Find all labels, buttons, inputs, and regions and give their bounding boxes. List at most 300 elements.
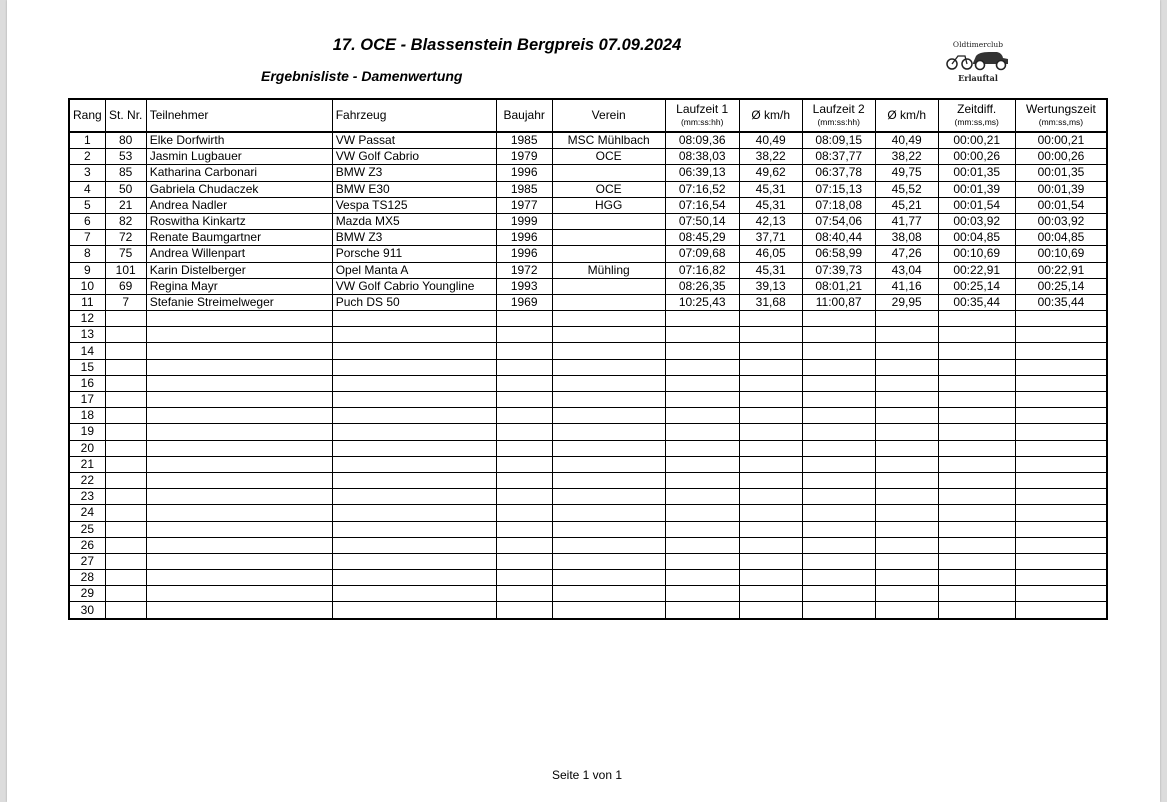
cell-teilnehmer: Andrea Nadler xyxy=(146,197,332,213)
cell-laufzeit-2: 07:39,73 xyxy=(802,262,875,278)
cell-fahrzeug xyxy=(332,327,496,343)
table-row xyxy=(69,294,1107,310)
cell-baujahr xyxy=(496,537,552,553)
cell-baujahr xyxy=(496,553,552,569)
cell-fahrzeug xyxy=(332,408,496,424)
cell-speed-1 xyxy=(739,456,802,472)
cell-speed-2 xyxy=(875,408,938,424)
cell-startnummer: 75 xyxy=(105,246,146,262)
cell-speed-2 xyxy=(875,392,938,408)
cell-laufzeit-2 xyxy=(802,440,875,456)
cell-fahrzeug xyxy=(332,602,496,619)
cell-laufzeit-2: 08:37,77 xyxy=(802,149,875,165)
cell-baujahr: 1969 xyxy=(496,294,552,310)
cell-teilnehmer: Andrea Willenpart xyxy=(146,246,332,262)
cell-startnummer xyxy=(105,408,146,424)
cell-teilnehmer xyxy=(146,505,332,521)
cell-laufzeit-1 xyxy=(665,327,739,343)
table-header-row xyxy=(69,99,1107,132)
cell-wertungszeit: 00:00,26 xyxy=(1015,149,1107,165)
cell-rang: 16 xyxy=(69,375,105,391)
cell-wertungszeit xyxy=(1015,440,1107,456)
cell-fahrzeug xyxy=(332,586,496,602)
cell-baujahr: 1996 xyxy=(496,165,552,181)
cell-fahrzeug: BMW E30 xyxy=(332,181,496,197)
cell-verein xyxy=(552,246,665,262)
cell-teilnehmer xyxy=(146,602,332,619)
cell-verein xyxy=(552,553,665,569)
cell-zeitdiff xyxy=(938,505,1015,521)
cell-laufzeit-1 xyxy=(665,570,739,586)
cell-startnummer xyxy=(105,440,146,456)
cell-startnummer xyxy=(105,456,146,472)
cell-speed-2 xyxy=(875,505,938,521)
cell-speed-2: 41,77 xyxy=(875,213,938,229)
cell-verein: OCE xyxy=(552,149,665,165)
cell-wertungszeit: 00:22,91 xyxy=(1015,262,1107,278)
cell-laufzeit-2: 11:00,87 xyxy=(802,294,875,310)
cell-verein xyxy=(552,327,665,343)
cell-speed-1 xyxy=(739,489,802,505)
cell-teilnehmer xyxy=(146,408,332,424)
cell-laufzeit-1: 07:16,54 xyxy=(665,197,739,213)
cell-rang: 10 xyxy=(69,278,105,294)
cell-speed-1 xyxy=(739,472,802,488)
cell-teilnehmer xyxy=(146,392,332,408)
cell-startnummer xyxy=(105,505,146,521)
table-row xyxy=(69,392,1107,408)
cell-wertungszeit xyxy=(1015,359,1107,375)
cell-laufzeit-1 xyxy=(665,424,739,440)
cell-zeitdiff xyxy=(938,586,1015,602)
table-row xyxy=(69,472,1107,488)
cell-speed-1 xyxy=(739,424,802,440)
cell-wertungszeit xyxy=(1015,456,1107,472)
cell-laufzeit-2: 07:18,08 xyxy=(802,197,875,213)
cell-zeitdiff: 00:03,92 xyxy=(938,213,1015,229)
cell-rang: 3 xyxy=(69,165,105,181)
cell-rang: 25 xyxy=(69,521,105,537)
cell-laufzeit-1 xyxy=(665,537,739,553)
cell-verein: MSC Mühlbach xyxy=(552,132,665,149)
col-header-verein: Verein xyxy=(552,99,665,132)
table-row xyxy=(69,327,1107,343)
cell-speed-2: 40,49 xyxy=(875,132,938,149)
col-header-teilnehmer: Teilnehmer xyxy=(146,99,332,132)
cell-verein: HGG xyxy=(552,197,665,213)
cell-fahrzeug xyxy=(332,375,496,391)
cell-laufzeit-2 xyxy=(802,553,875,569)
cell-baujahr: 1972 xyxy=(496,262,552,278)
cell-startnummer xyxy=(105,327,146,343)
table-row xyxy=(69,586,1107,602)
cell-zeitdiff xyxy=(938,327,1015,343)
cell-zeitdiff: 00:01,35 xyxy=(938,165,1015,181)
table-row xyxy=(69,359,1107,375)
table-row xyxy=(69,537,1107,553)
cell-speed-1 xyxy=(739,602,802,619)
cell-laufzeit-2 xyxy=(802,311,875,327)
cell-zeitdiff xyxy=(938,456,1015,472)
cell-wertungszeit xyxy=(1015,472,1107,488)
cell-fahrzeug xyxy=(332,424,496,440)
cell-speed-2 xyxy=(875,311,938,327)
cell-laufzeit-1 xyxy=(665,311,739,327)
table-row xyxy=(69,197,1107,213)
cell-laufzeit-1 xyxy=(665,521,739,537)
table-row xyxy=(69,375,1107,391)
cell-laufzeit-1 xyxy=(665,375,739,391)
cell-verein xyxy=(552,359,665,375)
cell-speed-1: 39,13 xyxy=(739,278,802,294)
cell-zeitdiff xyxy=(938,553,1015,569)
cell-rang: 7 xyxy=(69,230,105,246)
cell-speed-2: 45,21 xyxy=(875,197,938,213)
cell-fahrzeug xyxy=(332,537,496,553)
cell-teilnehmer: Jasmin Lugbauer xyxy=(146,149,332,165)
cell-zeitdiff xyxy=(938,424,1015,440)
cell-zeitdiff: 00:10,69 xyxy=(938,246,1015,262)
cell-wertungszeit xyxy=(1015,602,1107,619)
cell-speed-1 xyxy=(739,375,802,391)
cell-fahrzeug: BMW Z3 xyxy=(332,165,496,181)
cell-baujahr: 1985 xyxy=(496,181,552,197)
cell-laufzeit-1 xyxy=(665,343,739,359)
cell-baujahr xyxy=(496,359,552,375)
table-row xyxy=(69,213,1107,229)
cell-verein xyxy=(552,165,665,181)
cell-laufzeit-1: 10:25,43 xyxy=(665,294,739,310)
cell-speed-1 xyxy=(739,359,802,375)
cell-baujahr: 1996 xyxy=(496,230,552,246)
cell-speed-1: 31,68 xyxy=(739,294,802,310)
cell-startnummer: 72 xyxy=(105,230,146,246)
col-header-zeitdiff: Zeitdiff. (mm:ss,ms) xyxy=(938,99,1015,132)
cell-startnummer xyxy=(105,424,146,440)
cell-teilnehmer xyxy=(146,456,332,472)
cell-startnummer xyxy=(105,537,146,553)
cell-rang: 26 xyxy=(69,537,105,553)
cell-baujahr xyxy=(496,408,552,424)
cell-wertungszeit: 00:03,92 xyxy=(1015,213,1107,229)
cell-laufzeit-2: 07:15,13 xyxy=(802,181,875,197)
cell-wertungszeit xyxy=(1015,327,1107,343)
cell-speed-2 xyxy=(875,327,938,343)
cell-fahrzeug xyxy=(332,472,496,488)
cell-startnummer: 69 xyxy=(105,278,146,294)
cell-baujahr xyxy=(496,521,552,537)
table-row xyxy=(69,230,1107,246)
cell-startnummer xyxy=(105,489,146,505)
cell-wertungszeit xyxy=(1015,537,1107,553)
cell-startnummer: 101 xyxy=(105,262,146,278)
cell-zeitdiff xyxy=(938,537,1015,553)
cell-wertungszeit xyxy=(1015,311,1107,327)
cell-teilnehmer: Roswitha Kinkartz xyxy=(146,213,332,229)
cell-laufzeit-1: 07:50,14 xyxy=(665,213,739,229)
cell-verein xyxy=(552,602,665,619)
cell-zeitdiff xyxy=(938,440,1015,456)
cell-speed-2 xyxy=(875,343,938,359)
cell-rang: 23 xyxy=(69,489,105,505)
cell-laufzeit-2 xyxy=(802,327,875,343)
cell-rang: 1 xyxy=(69,132,105,149)
cell-laufzeit-1: 08:45,29 xyxy=(665,230,739,246)
cell-startnummer: 85 xyxy=(105,165,146,181)
cell-laufzeit-1: 07:16,52 xyxy=(665,181,739,197)
cell-zeitdiff xyxy=(938,408,1015,424)
cell-wertungszeit: 00:00,21 xyxy=(1015,132,1107,149)
cell-speed-1: 38,22 xyxy=(739,149,802,165)
cell-rang: 24 xyxy=(69,505,105,521)
cell-baujahr xyxy=(496,424,552,440)
cell-laufzeit-1 xyxy=(665,408,739,424)
cell-fahrzeug xyxy=(332,440,496,456)
cell-laufzeit-2: 08:40,44 xyxy=(802,230,875,246)
cell-laufzeit-1: 07:16,82 xyxy=(665,262,739,278)
table-row xyxy=(69,553,1107,569)
table-row xyxy=(69,149,1107,165)
cell-startnummer: 50 xyxy=(105,181,146,197)
cell-speed-1 xyxy=(739,570,802,586)
cell-speed-2: 38,08 xyxy=(875,230,938,246)
cell-verein: OCE xyxy=(552,181,665,197)
table-row xyxy=(69,165,1107,181)
cell-startnummer xyxy=(105,343,146,359)
cell-laufzeit-1: 08:38,03 xyxy=(665,149,739,165)
logo-top-text: Oldtimerclub xyxy=(952,40,1004,49)
cell-rang: 18 xyxy=(69,408,105,424)
cell-baujahr xyxy=(496,343,552,359)
col-header-wertungszeit: Wertungszeit (mm:ss,ms) xyxy=(1015,99,1107,132)
cell-zeitdiff xyxy=(938,570,1015,586)
cell-laufzeit-1 xyxy=(665,440,739,456)
table-row xyxy=(69,181,1107,197)
cell-verein xyxy=(552,489,665,505)
cell-wertungszeit xyxy=(1015,424,1107,440)
cell-speed-1: 42,13 xyxy=(739,213,802,229)
cell-fahrzeug xyxy=(332,489,496,505)
results-table-body xyxy=(69,132,1107,619)
cell-wertungszeit xyxy=(1015,489,1107,505)
cell-teilnehmer xyxy=(146,424,332,440)
cell-teilnehmer: Gabriela Chudaczek xyxy=(146,181,332,197)
cell-teilnehmer xyxy=(146,553,332,569)
cell-laufzeit-1 xyxy=(665,489,739,505)
cell-baujahr: 1999 xyxy=(496,213,552,229)
cell-laufzeit-2 xyxy=(802,375,875,391)
page-subtitle: Ergebnisliste - Damenwertung xyxy=(261,68,463,84)
cell-teilnehmer xyxy=(146,521,332,537)
cell-verein xyxy=(552,537,665,553)
cell-zeitdiff xyxy=(938,521,1015,537)
cell-rang: 20 xyxy=(69,440,105,456)
cell-rang: 2 xyxy=(69,149,105,165)
cell-speed-2 xyxy=(875,553,938,569)
cell-zeitdiff xyxy=(938,392,1015,408)
cell-speed-2 xyxy=(875,375,938,391)
cell-rang: 28 xyxy=(69,570,105,586)
cell-startnummer xyxy=(105,553,146,569)
cell-teilnehmer: Elke Dorfwirth xyxy=(146,132,332,149)
cell-laufzeit-1 xyxy=(665,456,739,472)
cell-rang: 21 xyxy=(69,456,105,472)
cell-laufzeit-2: 08:09,15 xyxy=(802,132,875,149)
cell-verein xyxy=(552,521,665,537)
cell-laufzeit-2 xyxy=(802,602,875,619)
cell-zeitdiff xyxy=(938,602,1015,619)
cell-zeitdiff xyxy=(938,359,1015,375)
cell-laufzeit-1 xyxy=(665,553,739,569)
cell-speed-1 xyxy=(739,343,802,359)
cell-speed-1 xyxy=(739,521,802,537)
table-row xyxy=(69,408,1107,424)
cell-rang: 30 xyxy=(69,602,105,619)
cell-speed-2 xyxy=(875,359,938,375)
logo-bottom-text: Erlauftal xyxy=(958,73,998,83)
cell-speed-1 xyxy=(739,537,802,553)
cell-teilnehmer: Katharina Carbonari xyxy=(146,165,332,181)
cell-laufzeit-1: 08:09,36 xyxy=(665,132,739,149)
cell-speed-2 xyxy=(875,570,938,586)
cell-rang: 14 xyxy=(69,343,105,359)
col-header-speed-1: Ø km/h xyxy=(739,99,802,132)
cell-wertungszeit: 00:01,35 xyxy=(1015,165,1107,181)
cell-startnummer xyxy=(105,375,146,391)
cell-speed-1 xyxy=(739,327,802,343)
cell-fahrzeug: VW Golf Cabrio xyxy=(332,149,496,165)
cell-verein xyxy=(552,424,665,440)
cell-teilnehmer: Renate Baumgartner xyxy=(146,230,332,246)
cell-speed-2: 43,04 xyxy=(875,262,938,278)
cell-laufzeit-1: 06:39,13 xyxy=(665,165,739,181)
cell-fahrzeug xyxy=(332,392,496,408)
cell-verein xyxy=(552,230,665,246)
cell-teilnehmer xyxy=(146,440,332,456)
table-row xyxy=(69,132,1107,149)
cell-wertungszeit: 00:25,14 xyxy=(1015,278,1107,294)
table-row xyxy=(69,570,1107,586)
table-row xyxy=(69,343,1107,359)
cell-fahrzeug: BMW Z3 xyxy=(332,230,496,246)
cell-fahrzeug xyxy=(332,456,496,472)
page-number: Seite 1 von 1 xyxy=(551,768,623,782)
table-row xyxy=(69,489,1107,505)
cell-wertungszeit xyxy=(1015,570,1107,586)
cell-speed-1: 37,71 xyxy=(739,230,802,246)
cell-speed-1 xyxy=(739,392,802,408)
cell-speed-2: 29,95 xyxy=(875,294,938,310)
cell-baujahr xyxy=(496,327,552,343)
cell-baujahr xyxy=(496,392,552,408)
cell-wertungszeit xyxy=(1015,586,1107,602)
cell-laufzeit-2 xyxy=(802,521,875,537)
cell-fahrzeug xyxy=(332,553,496,569)
cell-rang: 22 xyxy=(69,472,105,488)
cell-laufzeit-1 xyxy=(665,392,739,408)
cell-laufzeit-1: 08:26,35 xyxy=(665,278,739,294)
cell-fahrzeug: VW Golf Cabrio Youngline xyxy=(332,278,496,294)
cell-fahrzeug xyxy=(332,521,496,537)
cell-laufzeit-1 xyxy=(665,505,739,521)
cell-laufzeit-2 xyxy=(802,359,875,375)
cell-wertungszeit xyxy=(1015,408,1107,424)
cell-speed-2 xyxy=(875,602,938,619)
cell-speed-1 xyxy=(739,505,802,521)
cell-wertungszeit: 00:01,39 xyxy=(1015,181,1107,197)
cell-zeitdiff: 00:35,44 xyxy=(938,294,1015,310)
cell-speed-1 xyxy=(739,408,802,424)
cell-teilnehmer xyxy=(146,489,332,505)
cell-verein xyxy=(552,456,665,472)
cell-startnummer: 53 xyxy=(105,149,146,165)
cell-verein xyxy=(552,311,665,327)
cell-speed-2 xyxy=(875,472,938,488)
table-row xyxy=(69,505,1107,521)
cell-teilnehmer xyxy=(146,359,332,375)
cell-speed-2 xyxy=(875,586,938,602)
col-header-startnummer: St. Nr. xyxy=(105,99,146,132)
cell-fahrzeug: Vespa TS125 xyxy=(332,197,496,213)
cell-speed-2 xyxy=(875,537,938,553)
cell-fahrzeug xyxy=(332,505,496,521)
cell-rang: 13 xyxy=(69,327,105,343)
cell-zeitdiff xyxy=(938,343,1015,359)
cell-teilnehmer xyxy=(146,472,332,488)
cell-wertungszeit xyxy=(1015,553,1107,569)
cell-speed-2: 45,52 xyxy=(875,181,938,197)
cell-speed-1 xyxy=(739,311,802,327)
col-header-laufzeit-1: Laufzeit 1 (mm:ss:hh) xyxy=(665,99,739,132)
results-table xyxy=(68,98,1108,620)
cell-wertungszeit: 00:35,44 xyxy=(1015,294,1107,310)
cell-wertungszeit xyxy=(1015,375,1107,391)
cell-startnummer xyxy=(105,586,146,602)
cell-wertungszeit: 00:10,69 xyxy=(1015,246,1107,262)
cell-teilnehmer: Stefanie Streimelweger xyxy=(146,294,332,310)
table-row xyxy=(69,456,1107,472)
cell-zeitdiff: 00:01,54 xyxy=(938,197,1015,213)
cell-laufzeit-2 xyxy=(802,505,875,521)
cell-teilnehmer xyxy=(146,327,332,343)
cell-speed-1: 45,31 xyxy=(739,262,802,278)
cell-rang: 9 xyxy=(69,262,105,278)
cell-laufzeit-2 xyxy=(802,424,875,440)
cell-rang: 17 xyxy=(69,392,105,408)
cell-baujahr: 1985 xyxy=(496,132,552,149)
cell-baujahr xyxy=(496,375,552,391)
cell-zeitdiff xyxy=(938,472,1015,488)
cell-speed-2: 49,75 xyxy=(875,165,938,181)
cell-speed-1: 46,05 xyxy=(739,246,802,262)
cell-startnummer xyxy=(105,570,146,586)
cell-laufzeit-2: 06:37,78 xyxy=(802,165,875,181)
cell-wertungszeit xyxy=(1015,343,1107,359)
cell-speed-1 xyxy=(739,553,802,569)
cell-laufzeit-2 xyxy=(802,489,875,505)
cell-verein xyxy=(552,472,665,488)
cell-fahrzeug xyxy=(332,570,496,586)
cell-teilnehmer: Regina Mayr xyxy=(146,278,332,294)
cell-verein xyxy=(552,392,665,408)
cell-baujahr xyxy=(496,570,552,586)
cell-wertungszeit: 00:04,85 xyxy=(1015,230,1107,246)
cell-teilnehmer xyxy=(146,343,332,359)
cell-laufzeit-2 xyxy=(802,472,875,488)
cell-startnummer xyxy=(105,392,146,408)
col-header-baujahr: Baujahr xyxy=(496,99,552,132)
cell-verein xyxy=(552,570,665,586)
